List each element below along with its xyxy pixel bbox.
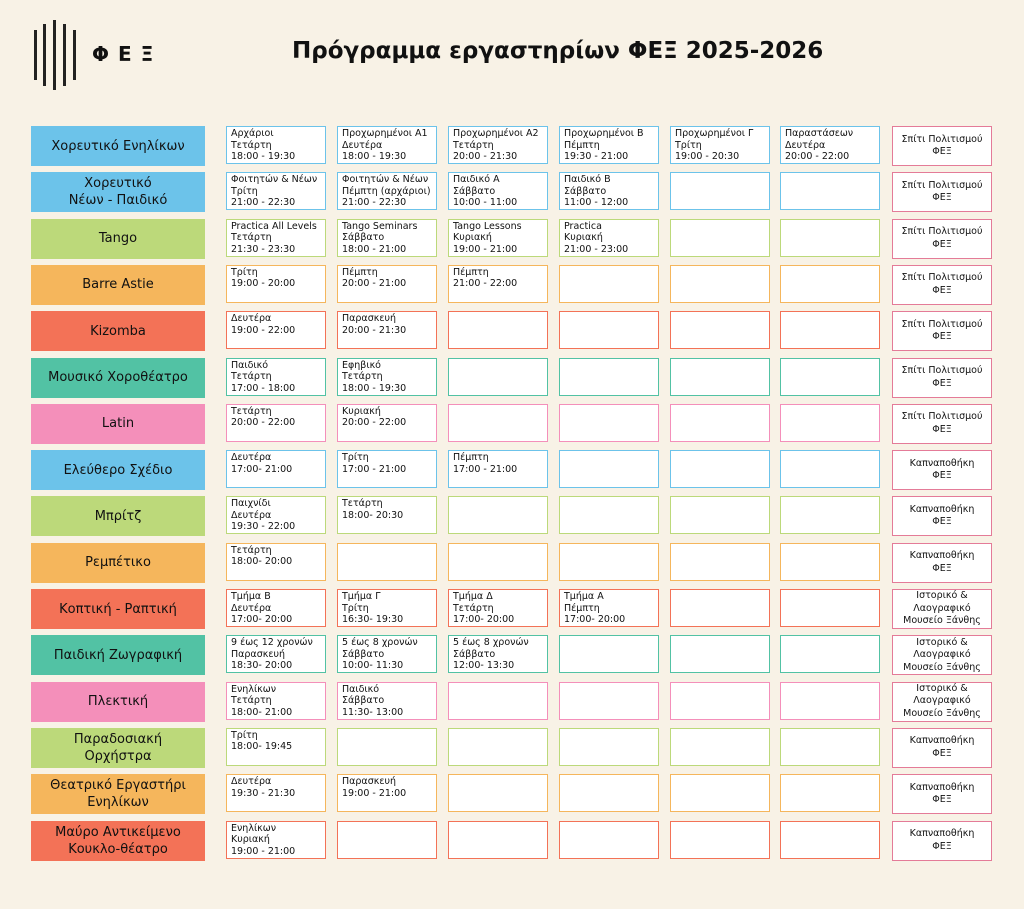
workshop-name: Μουσικό Χοροθέατρο [31,358,205,398]
schedule-slot: Φοιτητών & Νέων Πέμπτη (αρχάριοι) 21:00 - 22:30 [337,172,437,210]
schedule-slot [780,496,880,534]
logo-bar [43,24,46,86]
schedule-slot [559,728,659,766]
schedule-slot [780,172,880,210]
schedule-slot [780,635,880,673]
schedule-slot: Πέμπτη 21:00 - 22:00 [448,265,548,303]
page-title: Πρόγραμμα εργαστηρίων ΦΕΞ 2025-2026 [292,38,824,64]
schedule-slot [670,265,770,303]
schedule-slot: Τμήμα Β Δευτέρα 17:00- 20:00 [226,589,326,627]
schedule-slot [559,265,659,303]
venue-cell: Σπίτι Πολιτισμού ΦΕΞ [892,265,992,305]
schedule-slot: Τετάρτη 18:00- 20:30 [337,496,437,534]
schedule-slot [559,774,659,812]
schedule-slot: Παραστάσεων Δευτέρα 20:00 - 22:00 [780,126,880,164]
schedule-slot: Tango Lessons Κυριακή 19:00 - 21:00 [448,219,548,257]
schedule-slot [780,543,880,581]
schedule-slot [670,589,770,627]
schedule-slot: Practica All Levels Τετάρτη 21:30 - 23:30 [226,219,326,257]
schedule-slot [337,543,437,581]
workshop-name: Tango [31,219,205,259]
schedule-slot: Φοιτητών & Νέων Τρίτη 21:00 - 22:30 [226,172,326,210]
schedule-slot: Παιδικό Β Σάββατο 11:00 - 12:00 [559,172,659,210]
logo-bar [63,24,66,86]
venue-cell: Σπίτι Πολιτισμού ΦΕΞ [892,358,992,398]
schedule-slot: Κυριακή 20:00 - 22:00 [337,404,437,442]
schedule-slot: Αρχάριοι Τετάρτη 18:00 - 19:30 [226,126,326,164]
workshop-name: Κοπτική - Ραπτική [31,589,205,629]
schedule-slot [448,821,548,859]
schedule-slot: Πέμπτη 17:00 - 21:00 [448,450,548,488]
logo-bar [34,30,37,80]
schedule-slot: Τμήμα Δ Τετάρτη 17:00- 20:00 [448,589,548,627]
schedule-slot: Δευτέρα 17:00- 21:00 [226,450,326,488]
workshop-name: Barre Astie [31,265,205,305]
schedule-slot [559,404,659,442]
schedule-slot [448,311,548,349]
schedule-slot [780,589,880,627]
schedule-slot [780,450,880,488]
schedule-slot [559,496,659,534]
schedule-slot: Δευτέρα 19:30 - 21:30 [226,774,326,812]
schedule-slot [670,821,770,859]
schedule-slot [670,311,770,349]
schedule-slot: Εφηβικό Τετάρτη 18:00 - 19:30 [337,358,437,396]
schedule-slot: Ενηλίκων Κυριακή 19:00 - 21:00 [226,821,326,859]
schedule-slot [448,404,548,442]
schedule-slot: Practica Κυριακή 21:00 - 23:00 [559,219,659,257]
schedule-slot [559,450,659,488]
workshop-name: Μαύρο Αντικείμενο Κουκλο-θέατρο [31,821,205,861]
venue-cell: Ιστορικό & Λαογραφικό Μουσείο Ξάνθης [892,635,992,675]
schedule-slot: 9 έως 12 χρονών Παρασκευή 18:30- 20:00 [226,635,326,673]
schedule-slot [448,682,548,720]
venue-cell: Καπναποθήκη ΦΕΞ [892,728,992,768]
schedule-slot [670,728,770,766]
schedule-slot [670,358,770,396]
schedule-slot [670,219,770,257]
schedule-slot: Δευτέρα 19:00 - 22:00 [226,311,326,349]
logo-bar [53,20,56,90]
schedule-slot: Παιδικό Α Σάββατο 10:00 - 11:00 [448,172,548,210]
venue-cell: Σπίτι Πολιτισμού ΦΕΞ [892,172,992,212]
venue-cell: Ιστορικό & Λαογραφικό Μουσείο Ξάνθης [892,589,992,629]
schedule-slot [337,821,437,859]
schedule-slot [780,358,880,396]
schedule-slot: Προχωρημένοι Α1 Δευτέρα 18:00 - 19:30 [337,126,437,164]
workshop-name: Χορευτικό Νέων - Παιδικό [31,172,205,212]
logo-text: ΦΕΞ [92,42,163,66]
schedule-slot [559,358,659,396]
venue-cell: Καπναποθήκη ΦΕΞ [892,821,992,861]
schedule-slot [780,265,880,303]
logo-bar [73,30,76,80]
logo [34,20,164,90]
schedule-slot: Παρασκευή 20:00 - 21:30 [337,311,437,349]
workshop-name: Ρεμπέτικο [31,543,205,583]
schedule-slot [448,774,548,812]
schedule-slot [559,821,659,859]
workshop-name: Παιδική Ζωγραφική [31,635,205,675]
schedule-slot: Τμήμα Α Πέμπτη 17:00- 20:00 [559,589,659,627]
schedule-slot: 5 έως 8 χρονών Σάββατο 10:00- 11:30 [337,635,437,673]
schedule-slot [670,635,770,673]
schedule-slot: Τρίτη 17:00 - 21:00 [337,450,437,488]
schedule-slot: Προχωρημένοι Α2 Τετάρτη 20:00 - 21:30 [448,126,548,164]
venue-cell: Σπίτι Πολιτισμού ΦΕΞ [892,311,992,351]
schedule-slot: Παιχνίδι Δευτέρα 19:30 - 22:00 [226,496,326,534]
schedule-slot: Παρασκευή 19:00 - 21:00 [337,774,437,812]
schedule-slot: Παιδικό Σάββατο 11:30- 13:00 [337,682,437,720]
schedule-slot: Τετάρτη 18:00- 20:00 [226,543,326,581]
schedule-slot: Τετάρτη 20:00 - 22:00 [226,404,326,442]
schedule-slot: Προχωρημένοι Β Πέμπτη 19:30 - 21:00 [559,126,659,164]
schedule-slot [559,682,659,720]
schedule-slot [448,358,548,396]
schedule-slot [670,404,770,442]
schedule-slot: Τμήμα Γ Τρίτη 16:30- 19:30 [337,589,437,627]
venue-cell: Καπναποθήκη ΦΕΞ [892,774,992,814]
venue-cell: Καπναποθήκη ΦΕΞ [892,543,992,583]
schedule-slot [780,404,880,442]
schedule-slot: Παιδικό Τετάρτη 17:00 - 18:00 [226,358,326,396]
schedule-slot [559,311,659,349]
schedule-slot [448,496,548,534]
schedule-slot [780,728,880,766]
schedule-slot: Τρίτη 18:00- 19:45 [226,728,326,766]
venue-cell: Ιστορικό & Λαογραφικό Μουσείο Ξάνθης [892,682,992,722]
schedule-slot [559,543,659,581]
schedule-slot [337,728,437,766]
schedule-slot [670,450,770,488]
schedule-slot: 5 έως 8 χρονών Σάββατο 12:00- 13:30 [448,635,548,673]
schedule-slot [559,635,659,673]
workshop-name: Ελεύθερο Σχέδιο [31,450,205,490]
schedule-slot [670,172,770,210]
schedule-slot: Πέμπτη 20:00 - 21:00 [337,265,437,303]
workshop-name: Kizomba [31,311,205,351]
schedule-slot [780,821,880,859]
schedule-slot: Ενηλίκων Τετάρτη 18:00- 21:00 [226,682,326,720]
schedule-slot [670,682,770,720]
schedule-slot [670,496,770,534]
venue-cell: Σπίτι Πολιτισμού ΦΕΞ [892,126,992,166]
schedule-slot: Προχωρημένοι Γ Τρίτη 19:00 - 20:30 [670,126,770,164]
workshop-name: Latin [31,404,205,444]
schedule-slot: Τρίτη 19:00 - 20:00 [226,265,326,303]
schedule-slot [780,682,880,720]
venue-cell: Καπναποθήκη ΦΕΞ [892,496,992,536]
schedule-slot [670,774,770,812]
workshop-name: Παραδοσιακή Ορχήστρα [31,728,205,768]
schedule-slot [780,774,880,812]
schedule-slot [670,543,770,581]
schedule-slot [448,728,548,766]
workshop-name: Χορευτικό Ενηλίκων [31,126,205,166]
venue-cell: Σπίτι Πολιτισμού ΦΕΞ [892,404,992,444]
venue-cell: Σπίτι Πολιτισμού ΦΕΞ [892,219,992,259]
workshop-name: Μπρίτζ [31,496,205,536]
schedule-slot [448,543,548,581]
venue-cell: Καπναποθήκη ΦΕΞ [892,450,992,490]
schedule-slot: Tango Seminars Σάββατο 18:00 - 21:00 [337,219,437,257]
schedule-slot [780,219,880,257]
workshop-name: Θεατρικό Εργαστήρι Ενηλίκων [31,774,205,814]
workshop-name: Πλεκτική [31,682,205,722]
schedule-slot [780,311,880,349]
